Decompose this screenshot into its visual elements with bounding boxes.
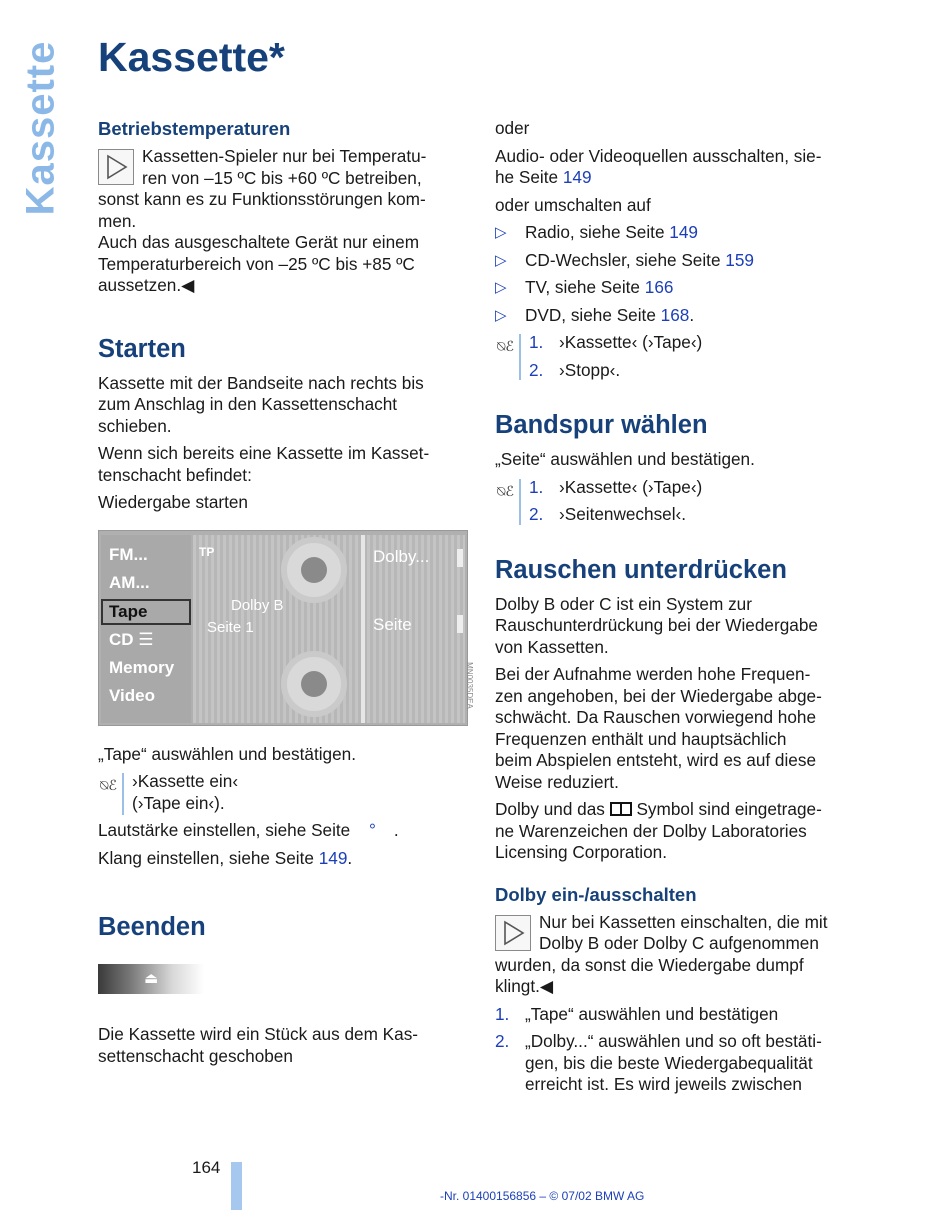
paragraph: Dolby B oder C ist ein System zur Rauschunterdrückung bei der Wiedergabe von Kassetten. [495,593,818,657]
list-item: ▷ DVD, siehe Seite 168. [495,304,695,325]
note-triangle-icon [98,149,134,185]
side-tab-label: Kassette [18,40,63,215]
text-line: Auch das ausgeschaltete Gerät nur einem [98,232,420,252]
screen-menu-item: AM... [109,572,150,592]
triangle-bullet-icon: ▷ [495,251,507,269]
screen-menu-item: Tape [109,601,148,621]
screen-scroll-marker [457,615,463,633]
right-column [495,112,867,1102]
voice-command [98,771,468,814]
reel-icon [281,651,347,717]
list-item: ▷ Radio, siehe Seite 149 [495,222,698,242]
footer-bar [231,1162,242,1210]
text-line: zum Anschlag in den Kassettenschacht [98,394,398,414]
text-line: oder [495,118,530,138]
audio-link[interactable]: 149 [562,167,592,187]
heading-starten: Starten [98,334,186,363]
heading-beenden: Beenden [98,913,206,941]
screen-menu-item: FM... [109,544,148,564]
paragraph: Dolby und das Symbol sind eingetrage- ne Warenzeichen der Dolby Laboratories Licensing Corporation. [495,799,822,862]
voice-command-icon: ⍉ℰ [98,773,124,815]
page-link[interactable]: 159 [725,249,754,270]
text-line: oder umschalten auf [495,194,651,215]
heading-dolby: Dolby ein-/ausschalten [495,883,697,905]
list-item: ▷ CD-Wechsler, siehe Seite 159 [495,249,754,270]
note-line: sonst kann es zu Funktionsstörungen kom- [98,189,426,209]
list-item: 1. ›Kassette‹ (›Tape‹) [529,476,703,497]
page-link[interactable]: 168 [660,304,690,325]
note-triangle-icon [495,915,531,951]
heading-betriebstemperaturen: Betriebstemperaturen [98,118,291,139]
list-item: 2. ›Stopp‹. [529,359,621,380]
screen-divider [361,535,365,723]
dolby-steps [495,1004,867,1096]
text-line: Audio- oder Videoquellen ausschalten, sie- [495,145,822,166]
page-link[interactable]: 166 [644,277,674,297]
voice-command [495,332,867,381]
left-column [98,112,475,1067]
screen-tp: TP [199,544,215,559]
screen-menu-item: Video [109,685,155,705]
screen-menu-item: Memory [109,657,175,677]
text-line: Temperaturbereich von –25 ºC bis +85 ºC [98,253,415,274]
text-line: Wenn sich bereits eine Kassette im Kasset- [98,443,430,463]
klang-link[interactable]: 149 [318,847,348,868]
note-betriebstemperaturen [98,146,468,232]
text-line: aussetzen.◀ [98,275,195,295]
screen-code: MN0035DEA [465,661,475,709]
screen-dolby-b: Dolby B [231,596,284,614]
voice-command-icon: ⍉ℰ [495,479,521,525]
note-line: men. [98,210,137,231]
klang-end: . [347,847,353,868]
lautstaerke-end: . [393,820,399,840]
note-line: Kassetten-Spieler nur bei Temperatu- [142,146,427,166]
screen-dolby-right: Dolby... [373,546,430,566]
text-line: Wiedergabe starten [98,492,248,512]
text-line: he Seite 149 [495,167,592,187]
page-number: 164 [192,1158,221,1177]
screen-scroll-marker [457,549,463,567]
screen-menu [101,535,191,723]
lautstaerke-text: Lautstärke einstellen, siehe Seite [98,820,351,840]
switch-list [495,222,867,326]
side-tab [18,40,64,215]
text-line: settenschacht geschoben [98,1045,293,1066]
dolby-symbol-icon [610,802,632,816]
copyright: -Nr. 01400156856 – © 07/02 BMW AG [440,1189,645,1203]
heading-rauschen: Rauschen unterdrücken [495,555,787,584]
reel-icon [281,537,347,603]
voice-command-icon: ⍉ℰ [495,334,521,380]
list-item: ▷ TV, siehe Seite 166 [495,277,674,297]
list-item: 2. ›Seitenwechsel‹. [529,504,687,524]
triangle-bullet-icon: ▷ [495,224,507,241]
note-dolby: Nur bei Kassetten einschalten, die mit Dolby B oder Dolby C aufgenommen wurden, da sonst die Wiedergabe dumpf klingt.◀ [495,911,828,996]
screen-seite-right: Seite [373,614,412,634]
list-item: 1. „Tape“ auswählen und bestätigen [495,1003,779,1024]
paragraph [495,146,867,189]
klang-text: Klang einstellen, siehe Seite [98,847,314,868]
screen-selection-box [101,599,191,625]
eject-icon: ⏏ [144,970,159,987]
text-line: tenschacht befindet: [98,464,252,485]
list-item: 1. ›Kassette‹ (›Tape‹) [529,332,703,352]
triangle-bullet-icon: ▷ [495,306,507,324]
text-line [98,820,468,842]
screen-menu-item: CD ☰ [109,629,154,649]
triangle-bullet-icon: ▷ [495,279,507,296]
lautstaerke-link[interactable]: ° [369,820,376,840]
text-line: schieben. [98,415,172,436]
heading-bandspur: Bandspur wählen [495,411,708,439]
voice-command [495,477,867,526]
paragraph [98,373,468,438]
text-line: Die Kassette wird ein Stück aus dem Kas- [98,1024,419,1044]
text-line [98,848,468,870]
text-line: Kassette mit der Bandseite nach rechts bis [98,372,424,393]
paragraph [98,443,468,486]
text-line: „Seite“ auswählen und bestätigen. [495,449,755,469]
text-line: „Tape“ auswählen und bestätigen. [98,743,356,764]
paragraph: Bei der Aufnahme werden hohe Frequen- zen angehoben, bei der Wiedergabe abge- schwächt. Da Rauschen vorwiegend hohe Frequenzen enthält und hauptsächlich beim Abspielen entsteht, wird es auf diese Weise reduziert. [495,664,822,792]
screen-seite-1: Seite 1 [207,618,254,636]
page-title: Kassette* [98,34,285,80]
page-link[interactable]: 149 [669,222,698,242]
voice-line: ›Kassette ein‹ [132,771,239,791]
list-item: 2. „Dolby...“ auswählen und so oft bestäti- gen, bis die beste Wiedergabequalität erreicht ist. Es wird jeweils zwischen [495,1031,822,1094]
voice-line: (›Tape ein‹). [132,792,225,813]
tape-screen-image [98,530,475,726]
note-line: ren von –15 ºC bis +60 ºC betreiben, [142,167,422,188]
eject-button-image [98,964,204,994]
